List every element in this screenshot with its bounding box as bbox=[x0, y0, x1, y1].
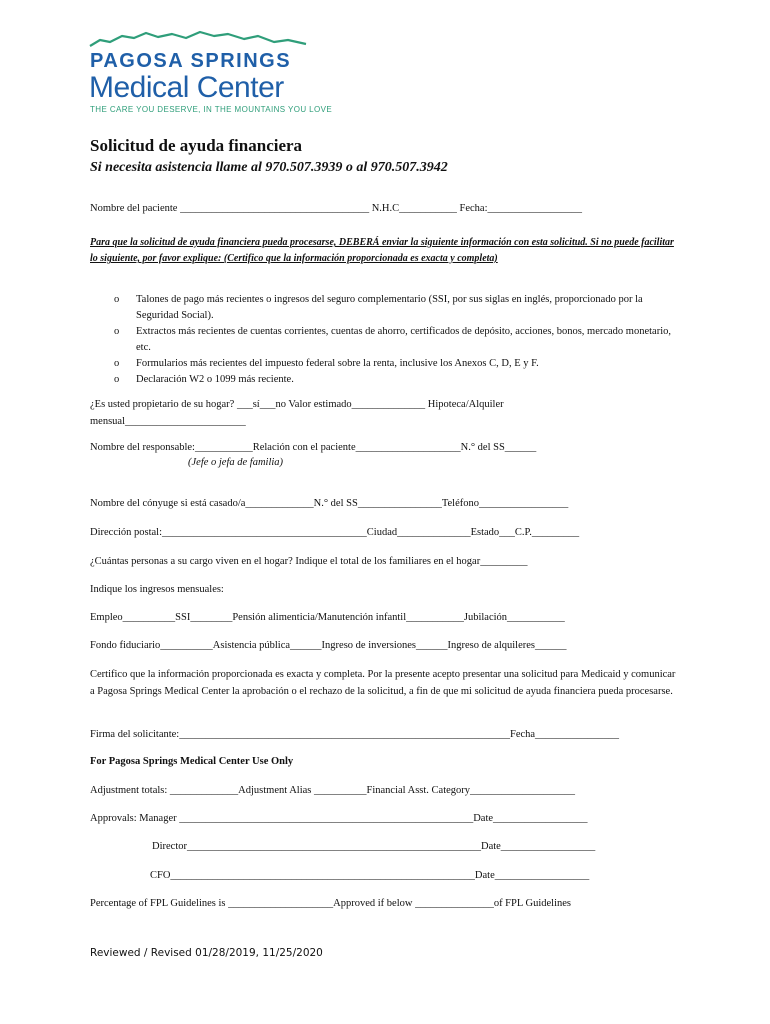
footer-revision: Reviewed / Revised 01/28/2019, 11/25/2020 bbox=[90, 947, 323, 959]
fpl-field[interactable]: Percentage of FPL Guidelines is ____________________Approved if below _______________of FPL Guidelines bbox=[90, 898, 572, 909]
list-item bbox=[90, 292, 680, 324]
income-field-1[interactable]: Empleo__________SSI________Pensión alimenticia/Manutención infantil___________Jubilación___________ bbox=[90, 612, 565, 623]
income-field-2[interactable]: Fondo fiduciario__________Asistencia pública______Ingreso de inversiones______Ingreso de alquileres______ bbox=[90, 640, 567, 651]
household-field[interactable]: ¿Cuántas personas a su cargo viven en el hogar? Indique el total de los familiares en el hogar_________ bbox=[90, 556, 528, 567]
documents-list bbox=[90, 292, 680, 388]
logo-line1: PAGOSA SPRINGS bbox=[90, 50, 292, 72]
patient-line[interactable]: Nombre del paciente ____________________________________ N.H.C___________ Fecha:__________________ bbox=[90, 203, 582, 214]
spouse-field[interactable]: Nombre del cónyuge si está casado/a_____________N.° del SS________________Teléfono_________________ bbox=[90, 498, 569, 509]
list-item bbox=[90, 324, 680, 356]
bullet-mark: o bbox=[114, 294, 120, 305]
address-field[interactable]: Dirección postal:_______________________________________Ciudad______________Estado___C.P._________ bbox=[90, 527, 580, 538]
cfo-approval-field[interactable]: CFO__________________________________________________________Date__________________ bbox=[150, 870, 590, 881]
certification-text: Certifico que la información proporcionada es exacta y completa. Por la presente acepto presentar una solicitud para Medicaid y comunicar a Pagosa Springs Medical Center la aprobación o el rechazo de la solicitud, a fin de que mi solicitud de ayuda financiera pueda procesarse. bbox=[90, 669, 676, 697]
rent-field[interactable]: mensual_______________________ bbox=[90, 416, 246, 427]
bullet-mark: o bbox=[114, 358, 120, 369]
bullet-mark: o bbox=[114, 326, 120, 337]
list-item-text: Declaración W2 o 1099 más reciente. bbox=[136, 374, 294, 385]
notice: Para que la solicitud de ayuda financiera pueda procesarse, DEBERÁ enviar la siguiente información con esta solicitud. Si no puede facilitar lo siguiente, por favor explique: (Certifico que la información proporcionada es exacta y completa) bbox=[90, 237, 674, 264]
list-item-text: Talones de pago más recientes o ingresos del seguro complementario (SSI, por sus siglas en inglés, proporcionado por la Seguridad Social). bbox=[136, 294, 643, 321]
logo-tagline: THE CARE YOU DESERVE, IN THE MOUNTAINS YOU LOVE bbox=[90, 105, 333, 114]
manager-approval-field[interactable]: Approvals: Manager ________________________________________________________Date__________________ bbox=[90, 813, 588, 824]
logo bbox=[88, 28, 333, 118]
logo-line2: Medical Center bbox=[89, 71, 284, 104]
responsible-note: (Jefe o jefa de familia) bbox=[188, 457, 284, 468]
office-use-heading: For Pagosa Springs Medical Center Use Only bbox=[90, 756, 294, 767]
page-subtitle: Si necesita asistencia llame al 970.507.3939 o al 970.507.3942 bbox=[90, 160, 448, 175]
bullet-mark: o bbox=[114, 374, 120, 385]
page-title: Solicitud de ayuda financiera bbox=[90, 136, 303, 155]
director-approval-field[interactable]: Director________________________________________________________Date__________________ bbox=[152, 841, 596, 852]
homeowner-field[interactable]: ¿Es usted propietario de su hogar? ___sí___no Valor estimado______________ Hipoteca/Alquiler bbox=[90, 399, 504, 410]
adjustment-field[interactable]: Adjustment totals: _____________Adjustment Alias __________Financial Asst. Category____________________ bbox=[90, 785, 576, 796]
list-item bbox=[90, 356, 680, 372]
list-item-text: Extractos más recientes de cuentas corrientes, cuentas de ahorro, certificados de depósito, acciones, bonos, mercado monetario, etc. bbox=[136, 326, 671, 353]
income-title: Indique los ingresos mensuales: bbox=[90, 584, 224, 595]
list-item bbox=[90, 372, 680, 388]
list-item-text: Formularios más recientes del impuesto federal sobre la renta, inclusive los Anexos C, D, E y F. bbox=[136, 358, 539, 369]
responsible-field[interactable]: Nombre del responsable:___________Relación con el paciente____________________N.° del SS______ bbox=[90, 442, 537, 453]
signature-field[interactable]: Firma del solicitante:_______________________________________________________________Fecha________________ bbox=[90, 729, 620, 740]
